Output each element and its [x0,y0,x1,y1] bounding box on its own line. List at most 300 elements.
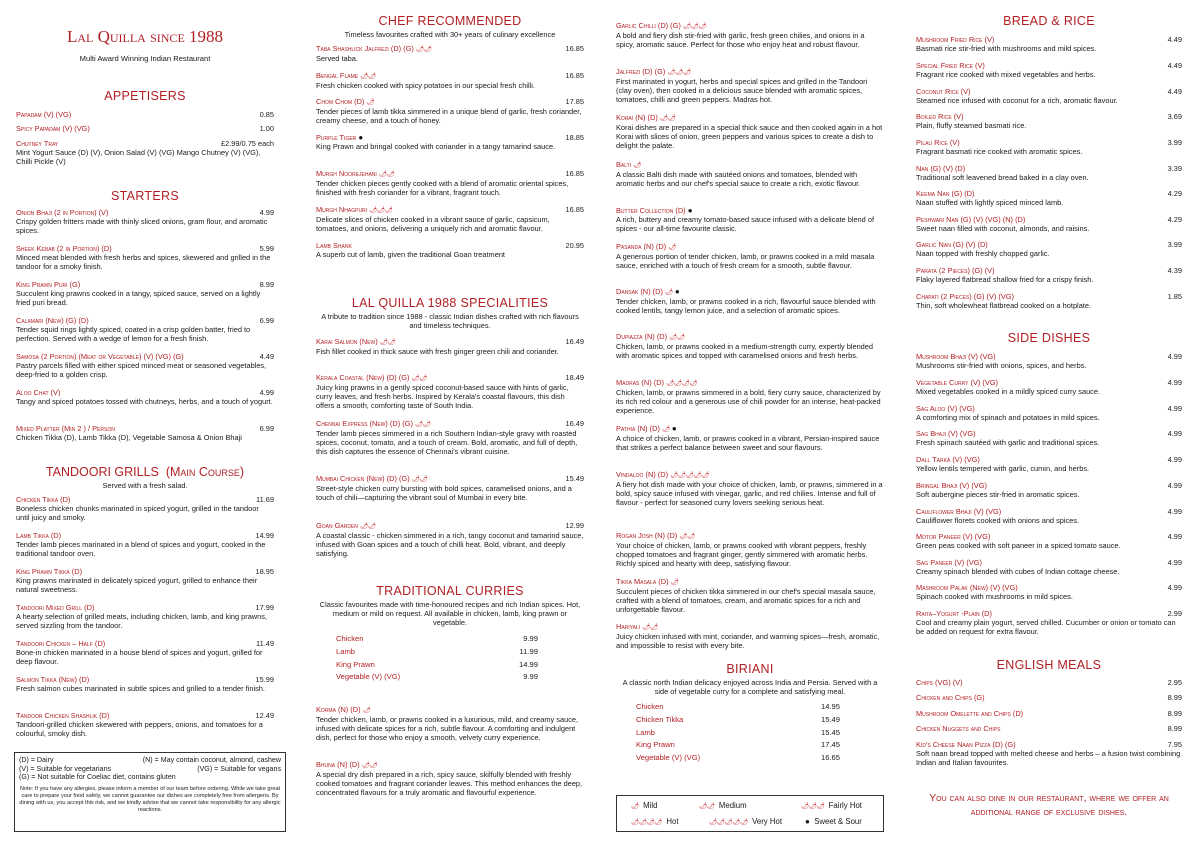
menu-item-header [316,705,584,715]
menu-item-name: Pasanda (N) (D) [616,242,667,251]
menu-item-price: 15.99 [255,675,274,684]
menu-item-price: 4.39 [1167,266,1182,275]
menu-item-name: King Prawn Puri (G) [16,280,81,289]
menu-item-title [916,740,1016,749]
price-row-name: King Prawn [636,740,675,750]
heat-sweet-sour-label: Sweet & Sour [814,817,862,826]
menu-item-price: 18.49 [565,373,584,382]
menu-item [916,481,1182,499]
menu-item-title [616,378,697,388]
menu-item-header [316,44,584,54]
menu-item [316,337,584,356]
menu-item-name: Murgh Nhagpuri [316,205,368,214]
menu-item-description: Chicken, lamb, or prawns cooked in a medium-strength curry, expertly blended with aromatic spices and topped with caramelised onions and fresh herbs. [616,342,874,361]
biriani-intro: A classic north Indian delicacy enjoyed across India and Persia. Served with a side of vegetable curry for a complete and satisfying meal. [622,678,878,697]
menu-item-name: Hariyali [616,622,641,631]
price-row-name: Vegetable (V) (VG) [336,672,401,682]
menu-item-description: First marinated in yogurt, herbs and special spices and grilled in the Tandoori (clay oven), then cooked in a delicious sauce blended with aromatic spices, tomatoes, chilli and green peppers. Madras hot. [616,77,868,105]
menu-item-title [16,139,58,148]
menu-item-header [616,206,884,215]
menu-item-title [616,21,706,31]
menu-item-title [916,112,964,121]
menu-item-title [916,404,975,413]
menu-item [616,67,884,104]
menu-item-description: Your choice of chicken, lamb, or prawns cooked with vibrant peppers, freshly chopped tomatoes and fragrant ginger, gently simmered with aromatic herbs. Richly spiced and hearty with deep, satisfying flavour. [616,541,868,569]
price-row-name: Chicken [336,634,364,643]
menu-item-header [16,711,274,720]
menu-item [616,113,884,150]
chili-icon: 🌶︎ [670,579,679,586]
menu-item-description: A classic Balti dish made with sautéed onions and tomatoes, blended with aromatic herbs and our chef's special sauce to create a rich, exotic flavour. [616,170,861,189]
menu-item-price: 3.99 [1167,240,1182,249]
price-row [636,739,840,752]
menu-item-title [616,160,641,170]
menu-item-price: 4.49 [259,352,274,361]
footer-note: You can also dine in our restaurant, where we offer an additional range of exclusive dishes. [929,793,1169,818]
menu-item-description: Bone-in chicken marinated in a house blend of spices and yogurt, grilled for deep flavour. [16,648,263,667]
menu-item [916,583,1182,601]
menu-item-title [616,470,709,480]
menu-item [616,622,884,650]
heat-hot-label: Hot [666,817,679,826]
chili-icon: 🌶︎🌶︎🌶︎ [801,803,825,810]
menu-item [16,124,274,133]
menu-item-name: Vindaloo (N) (D) [616,470,669,479]
menu-item [16,388,274,406]
menu-item-title [316,705,370,715]
menu-item-description: Green peas cooked with soft paneer in a spiced tomato sauce. [916,541,1121,551]
menu-item [316,205,584,233]
menu-item [316,133,584,151]
chef-intro: Timeless favourites crafted with 30+ years of culinary excellence [344,30,556,39]
menu-item-name: Garlic Chilli (D) (G) [616,21,681,30]
menu-item-name: Peshwari Nan (G) (V) (VG) (N) (D) [916,215,1026,224]
menu-item-name: Aloo Chat (V) [16,388,61,397]
menu-item-price: 4.99 [1167,352,1182,361]
menu-item-description: Minced meat blended with fresh herbs and spices, skewered and grilled in the tandoor for a smoky finish. [16,253,271,272]
menu-item [16,244,274,271]
allergen-legend [14,752,286,832]
chili-icon: 🌶︎ [631,803,639,810]
menu-item-price: 16.85 [565,169,584,178]
menu-item-header [316,474,584,484]
menu-item-title [16,424,115,433]
chili-icon: 🌶︎ [362,707,371,714]
menu-item [916,138,1182,156]
menu-item [616,378,884,415]
menu-item-description: Boneless chicken chunks marinated in spiced yogurt, grilled in the tandoor until juicy and smoky. [16,504,259,523]
legend-dairy: (D) = Dairy [19,756,54,764]
sweet-sour-icon: ● [358,133,364,142]
menu-item-price: 8.99 [259,280,274,289]
menu-item-title [916,189,974,198]
menu-item-header [916,678,1182,687]
menu-item-name: Calamari (New) (G) (D) [16,316,89,325]
menu-item-description: A choice of chicken, lamb, or prawns cooked in a vibrant, Persian-inspired sauce that strikes a perfect balance between sweet and sour flavours. [616,434,880,453]
menu-item-price: 4.29 [1167,189,1182,198]
chili-icon: 🌶︎🌶︎🌶︎ [369,207,393,214]
legend-nuts: (N) = May contain coconut, almond, cashew [142,756,281,764]
menu-item-header [616,622,884,632]
menu-item-price: 16.85 [565,205,584,214]
menu-item [16,675,274,693]
menu-item-name: Tikka Masala (D) [616,577,669,586]
starters-title: STARTERS [111,189,179,203]
menu-item [916,35,1182,53]
chili-icon: 🌶︎ [661,426,670,433]
menu-item [316,419,584,456]
menu-item-price: 4.99 [1167,558,1182,567]
menu-item [316,44,584,63]
menu-item-description: Korai dishes are prepared in a special thick sauce and then cooked again in a hot Korai with slices of onion, green peppers and various spices to create a dish to delight the palate. [616,123,883,151]
price-row-name: Lamb [636,727,655,737]
menu-item-title [916,558,982,567]
menu-item-header [16,675,274,684]
menu-item-price: 4.99 [1167,455,1182,464]
sweet-sour-icon: ● [674,287,680,296]
menu-item-description: Yellow lentils tempered with garlic, cumin, and herbs. [916,464,1090,474]
heat-very-hot-label: Very Hot [752,817,783,826]
menu-item-name: Sag Paneer (V) (VG) [916,558,982,567]
menu-item-description: Naan topped with freshly chopped garlic. [916,249,1050,259]
menu-item-header [316,71,584,81]
menu-item-header [916,266,1182,275]
menu-item-price: 3.99 [1167,138,1182,147]
menu-item-header [16,208,274,217]
menu-item-name: Vegetable Curry (V) (VG) [916,378,998,387]
menu-item-price: 17.99 [255,603,274,612]
chili-icon: 🌶︎🌶︎ [669,334,685,341]
menu-item-header [16,495,274,504]
menu-item-title [916,429,976,438]
menu-item-header [16,639,274,648]
menu-item-price: 6.99 [259,424,274,433]
menu-item-header [916,215,1182,224]
menu-item-name: Korma (N) (D) [316,705,361,714]
menu-item-name: Bhuna (N) (D) [316,760,360,769]
menu-item [16,531,274,558]
menu-item [616,531,884,568]
price-row-value: 9.99 [523,672,538,682]
chili-icon: 🌶︎🌶︎🌶︎ [667,69,691,76]
menu-item-description: A fiery hot dish made with your choice of chicken, lamb, or prawns, simmered in a bold, spicy sauce infused with vinegar, garlic, and red chilies. Intense and full of flavour - perfect for seasoned curry lovers seeking serious heat. [616,480,883,508]
menu-item [916,455,1182,473]
menu-item-header [916,352,1182,361]
menu-item [616,242,884,270]
bread-rice-title: BREAD & RICE [1003,14,1095,28]
menu-item-title [916,87,971,96]
chili-icon: 🌶︎ [664,289,673,296]
menu-item-price: 2.95 [1167,678,1182,687]
menu-item-title [616,424,677,434]
menu-item-header [916,404,1182,413]
menu-item-title [916,35,994,44]
menu-item-title [616,113,675,123]
specialities-intro: A tribute to tradition since 1988 - classic Indian dishes crafted with rich flavours and timeless techniques. [321,312,579,331]
menu-item-title [616,287,680,297]
menu-item [316,705,584,742]
menu-item [616,577,884,614]
menu-item-header [316,241,584,250]
menu-item-description: A rich, buttery and creamy tomato-based sauce infused with a delicate blend of spices - our all-time favourite classic. [616,215,874,234]
menu-item-title [916,240,988,249]
menu-item-price: 12.99 [565,521,584,530]
menu-item-description: Chicken, lamb, or prawns simmered in a bold, fiery curry sauce, characterized by its rich red colour and a generous use of chili powder for an intense, heat-packed experience. [616,388,881,416]
menu-item [316,241,584,259]
price-row-value: 14.99 [518,659,538,669]
price-row-value: 16.65 [820,753,840,763]
menu-item-header [616,577,884,587]
menu-item [316,373,584,410]
menu-item [316,97,584,125]
price-row-name: Vegetable (V) (VG) [636,753,701,763]
menu-item-name: Coconut Rice (V) [916,87,971,96]
menu-item-description: Cool and creamy plain yogurt, served chilled. Cucumber or onion or tomato can be added on request for extra flavour. [916,618,1176,637]
menu-item-header [316,521,584,531]
menu-item [916,724,1182,733]
chili-icon: 🌶︎🌶︎ [699,803,715,810]
menu-item-header [616,531,884,541]
menu-item-title [316,133,363,142]
menu-item-name: Mashroom Palak (New) (V) (VG) [916,583,1018,592]
menu-item-description: Tender chicken, lamb, or prawns cooked in a luxurious, mild, and creamy sauce, infused with delicate spices for a rich, subtle flavour. A comforting and indulgent dish, perfect for those who enjoy a smooth, velvety curry experience. [316,715,579,743]
menu-item-price: 16.85 [565,44,584,53]
menu-item-title [316,169,394,179]
menu-item-header [616,67,884,77]
price-row [636,714,840,727]
menu-item-title [916,609,992,618]
menu-item-name: Chicken and Chips (G) [916,693,985,702]
menu-item-description: King Prawn and bringal cooked with coriander in a tangy tamarind sauce. [316,142,556,152]
menu-item-description: Soft naan bread topped with melted cheese and herbs – a fusion twist combining Indian and Italian favourites. [916,749,1181,768]
menu-item-title [616,206,693,215]
menu-item-price: 16.85 [565,71,584,80]
heat-medium [699,801,747,810]
menu-item-name: Raita–Yogurt -Plain (D) [916,609,992,618]
menu-item [916,61,1182,79]
heat-sweet-sour [805,817,862,826]
menu-item-price: 3.69 [1167,112,1182,121]
chili-icon: 🌶︎🌶︎ [642,624,658,631]
menu-item [616,332,884,360]
menu-item [16,711,274,738]
menu-item-name: Karai Salmon (New) [316,337,378,346]
menu-item-price: 4.99 [259,208,274,217]
price-row-value: 17.45 [820,740,840,750]
menu-item-header [616,287,884,297]
menu-item-description: Crispy golden fritters made with thinly sliced onions, gram flour, and aromatic spices. [16,217,268,236]
price-row-name: Chicken Tikka [636,714,684,724]
menu-item [316,760,584,797]
menu-item-header [16,603,274,612]
legend-vegan: (VG) = Suitable for vegans [197,764,281,773]
menu-item-description: Juicy king prawns in a gently spiced coconut-based sauce with hints of garlic, curry leaves, and fresh herbs. Inspired by Kerala's coastal flavours, this dish offers a smooth, comforting taste of South India. [316,383,569,411]
menu-item-header [916,240,1182,249]
menu-item-title [616,67,691,77]
menu-item-name: Mushroom Bhaji (V) (VG) [916,352,996,361]
menu-item-price: 1.85 [1167,292,1182,301]
menu-item [916,558,1182,576]
sweet-sour-icon: ● [671,424,677,433]
menu-item-description: Steamed rice infused with coconut for a rich, aromatic flavour. [916,96,1118,106]
menu-item-name: Motor Paneer (V) (VG) [916,532,991,541]
menu-item-price: 11.49 [256,639,274,648]
menu-item-name: Papadam (V) (VG) [16,110,72,119]
menu-item-name: Bringal Bhaji (V) (VG) [916,481,987,490]
menu-item-title [916,507,1001,516]
menu-item-name: Chom Chom (D) [316,97,365,106]
menu-item-name: Onion Bhaji (2 in Portion) (V) [16,208,109,217]
menu-item-description: Chicken Tikka (D), Lamb Tikka (D), Vegetable Samosa & Onion Bhaji [16,433,242,443]
menu-item-description: Succulent pieces of chicken tikka simmered in our chef's special masala sauce, crafted with a blend of tomatoes, cream, and aromatic spices for a rich and unforgettable flavour. [616,587,876,615]
menu-item-title [916,164,965,173]
menu-item-name: Kid's Cheese Naan Pizza (D) (G) [916,740,1016,749]
chili-icon: 🌶︎🌶︎ [679,533,695,540]
menu-item-name: Lamb Shank [316,241,352,250]
menu-item-name: Sag Bhaji (V) (VG) [916,429,976,438]
menu-item-header [916,87,1182,96]
menu-item-description: Sweet naan filled with coconut, almonds, and raisins. [916,224,1090,234]
menu-item-title [16,110,71,119]
menu-item-price: 18.85 [565,133,584,142]
menu-item-title [16,208,108,217]
menu-item [16,495,274,522]
menu-item-header [616,332,884,342]
menu-item-title [16,124,90,133]
menu-item-header [316,205,584,215]
menu-item-description: Flaky layered flatbread shallow fried for a crispy finish. [916,275,1094,285]
sweet-sour-icon: ● [805,817,810,826]
menu-item-description: Delicate slices of chicken cooked in a vibrant sauce of garlic, capsicum, tomatoes, and onions, delivering a uniquely rich and aromatic flavour. [316,215,550,234]
menu-item [16,316,274,343]
menu-item-description: Served taba. [316,54,358,64]
chili-icon: 🌶︎ [668,244,676,251]
menu-item-title [316,337,395,347]
menu-item-title [316,97,374,107]
menu-item-description: Tender chicken pieces gently cooked with a blend of aromatic oriental spices, finished with fresh coriander for a vibrant, fragrant touch. [316,179,569,198]
menu-item-header [916,35,1182,44]
traditional-intro: Classic favourites made with time-honoured recipes and rich Indian spices. Hot, medium or mild on request. All available in chicken, lamb, king prawn or vegetable. [319,600,581,628]
menu-item [916,352,1182,370]
menu-item-price: 4.99 [1167,507,1182,516]
chili-icon: 🌶︎🌶︎🌶︎🌶︎ [666,380,698,387]
menu-item-title [16,244,112,253]
menu-item-description: A generous portion of tender chicken, lamb, or prawns cooked in a mild masala sauce, enriched with a touch of fresh cream for a smooth, subtle flavour. [616,252,875,271]
price-row-value: 9.99 [523,634,538,643]
menu-item-header [316,169,584,179]
menu-item [16,280,274,307]
menu-item-name: Special Fried Rice (V) [916,61,985,70]
menu-item-price: 4.49 [1167,35,1182,44]
menu-item-description: Succulent king prawns cooked in a tangy, spiced sauce, served on a lightly fried puri bread. [16,289,261,308]
menu-item-header [916,429,1182,438]
menu-item-title [916,138,960,147]
menu-item-price: 12.49 [255,711,274,720]
menu-item-description: A special dry dish prepared in a rich, spicy sauce, skilfully blended with freshly cooked tomatoes and fragrant coriander leaves. This method enhances the deep, concentrated flavours for a truly aromatic and flavourful experience. [316,770,583,798]
menu-item-name: Parata (2 Pieces) (G) (V) [916,266,995,275]
menu-item-header [916,292,1182,301]
menu-item-title [316,205,392,215]
menu-item-name: Chennai Express (New) (D) (G) [316,419,413,428]
menu-item-description: Street-style chicken curry bursting with bold spices, caramelised onions, and a touch of chili—capturing the vibrant soul of Mumbai in every bite. [316,484,572,503]
menu-item [16,603,274,630]
menu-item [16,139,274,166]
menu-item [316,169,584,197]
menu-item-title [916,61,985,70]
menu-item-price: 16.49 [565,419,584,428]
menu-item-title [316,474,427,484]
menu-item-name: Sag Aloo (V) (VG) [916,404,975,413]
menu-item-title [16,531,61,540]
appetisers-title: APPETISERS [104,89,186,103]
menu-item-title [16,280,80,289]
menu-item-name: Madras (N) (D) [616,378,665,387]
menu-item-header [916,481,1182,490]
menu-item-header [916,61,1182,70]
menu-item-name: Mixed Platter (Min 2 ) / Person [16,424,115,433]
menu-item-description: A coastal classic - chicken simmered in a rich, tangy coconut and tamarind sauce, infused with Goan spices and a touch of chilli heat. Bold, vibrant, and deeply satisfying. [316,531,584,559]
menu-item-header [616,160,884,170]
heat-fairly-hot [801,801,862,810]
menu-item-name: Kerala Coastal (New) (D) (G) [316,373,410,382]
menu-item [916,266,1182,284]
menu-item-name: Mushroom Fried Rice (V) [916,35,995,44]
legend-gluten: (G) = Not suitable for Coeliac diet, contains gluten [19,773,176,782]
chili-icon: 🌶︎🌶︎ [411,375,428,382]
chili-icon: 🌶︎🌶︎🌶︎ [682,23,707,30]
menu-item-name: Bengal Flame [316,71,359,80]
menu-item [16,352,274,379]
menu-item-price: 17.85 [565,97,584,106]
menu-item [916,164,1182,182]
menu-item-description: Fresh spinach sautéed with garlic and traditional spices. [916,438,1100,448]
menu-item-price: 8.99 [1167,693,1182,702]
traditional-title: TRADITIONAL CURRIES [376,584,524,598]
menu-item-description: Tangy and spiced potatoes tossed with chutneys, herbs, and a touch of yogurt. [16,397,273,407]
menu-item-header [16,424,274,433]
tandoori-title [16,465,274,479]
menu-item [916,378,1182,396]
menu-item-name: Dansak (N) (D) [616,287,663,296]
menu-item-name: Keema Nan (G) (D) [916,189,975,198]
menu-item-price: 1.00 [259,124,274,133]
menu-item [916,609,1182,636]
menu-item-price: 16.49 [565,337,584,346]
menu-item-name: Taba Shashlick Jalfrezi (D) (G) [316,44,414,53]
menu-item-name: Chicken Tikka (D) [16,495,71,504]
menu-item-name: Nan (G) (V) (D) [916,164,966,173]
menu-item-title [16,316,89,325]
menu-item-header [916,138,1182,147]
menu-item [916,709,1182,718]
menu-item-title [916,378,998,387]
menu-item [916,507,1182,525]
menu-item-price: 14.99 [255,531,274,540]
menu-item-header [16,124,274,133]
menu-item-header [916,740,1182,749]
menu-item-price: 8.99 [1167,724,1182,733]
specialities-title: LAL QUILLA 1988 SPECIALITIES [351,296,549,310]
menu-item [916,292,1182,310]
chili-icon: 🌶︎🌶︎ [411,476,428,483]
menu-item-name: Balti [616,160,632,169]
menu-item-header [16,280,274,289]
chili-icon: 🌶︎🌶︎🌶︎🌶︎ [631,819,663,826]
chili-icon: 🌶︎ [366,99,375,106]
menu-item-price: 20.95 [565,241,584,250]
price-row-name: Chicken [636,702,664,711]
menu-item-header [616,113,884,123]
